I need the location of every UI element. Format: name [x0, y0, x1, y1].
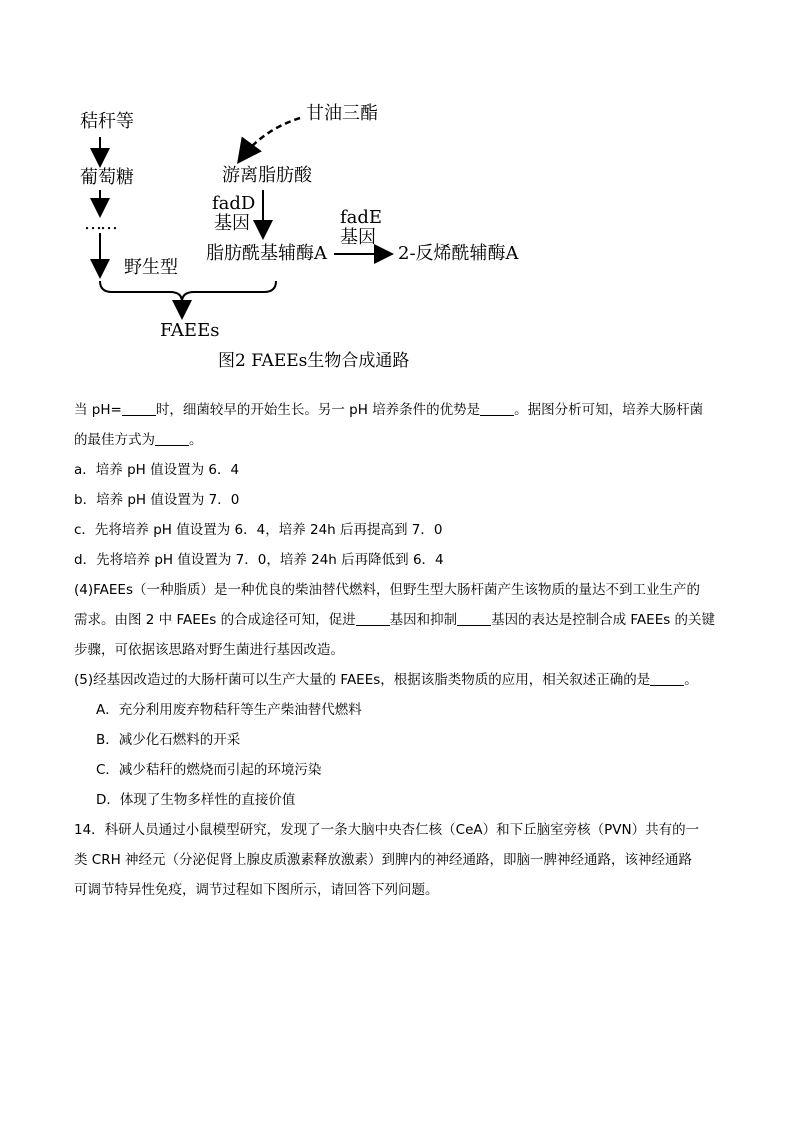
answer-blank: [457, 611, 491, 626]
option-b: b．培养 pH 值设置为 7．0: [74, 492, 240, 508]
part5-option-c: C．减少秸秆的燃烧而引起的环境污染: [96, 762, 322, 778]
arrow-triglyceride-ffa: [240, 118, 300, 160]
q14-line-3: 可调节特异性免疫，调节过程如下图所示，请回答下列问题。: [74, 882, 439, 898]
q14-line-2: 类 CRH 神经元（分泌促肾上腺皮质激素释放激素）到脾内的神经通路，即脑一脾神经通路，该神经通路: [74, 852, 693, 868]
part5-line-1: (5)经基因改造过的大肠杆菌可以生产大量的 FAEEs，根据该脂类物质的应用，相关叙述正确的是 。: [74, 672, 698, 688]
label-fadD: fadD: [212, 193, 256, 214]
node-triglyceride: 甘油三酯: [306, 103, 378, 124]
answer-blank: [650, 671, 684, 686]
answer-blank: [155, 431, 189, 446]
part4-line-2: 需求。由图 2 中 FAEEs 的合成途径可知，促进 基因和抑制 基因的表达是控制合成 FAEEs 的关键: [74, 612, 716, 628]
label-fadD-gene: 基因: [214, 213, 250, 234]
node-acyl-coa: 脂肪酰基辅酶A: [206, 243, 327, 264]
node-glucose: 葡萄糖: [80, 167, 134, 188]
answer-blank: [122, 401, 156, 416]
option-d: d．先将培养 pH 值设置为 7．0，培养 24h 后再降低到 6．4: [74, 552, 444, 568]
label-fadE-gene: 基因: [340, 227, 376, 248]
option-a: a．培养 pH 值设置为 6．4: [74, 462, 240, 478]
part5-option-a: A．充分利用废弃物秸秆等生产柴油替代燃料: [96, 702, 362, 718]
node-straw: 秸秆等: [80, 111, 134, 132]
part4-line-3: 步骤，可依据该思路对野生菌进行基因改造。: [74, 642, 344, 658]
answer-blank: [356, 611, 390, 626]
node-free-fatty-acid: 游离脂肪酸: [222, 165, 312, 186]
node-dots: ……: [84, 213, 116, 234]
figure-caption: 图2 FAEEs生物合成通路: [218, 351, 410, 371]
wildtype-brace: [100, 281, 276, 302]
q13-line-2: 的最佳方式为 。: [74, 432, 203, 448]
answer-blank: [480, 401, 514, 416]
node-wild-type: 野生型: [124, 257, 178, 278]
node-faees: FAEEs: [160, 320, 220, 341]
q13-line-1: 当 pH= 时，细菌较早的开始生长。另一 pH 培养条件的优势是 。据图分析可知，培养大肠杆菌: [74, 402, 704, 418]
part5-option-b: B．减少化石燃料的开采: [96, 732, 241, 748]
part4-line-1: (4)FAEEs（一种脂质）是一种优良的柴油替代燃料，但野生型大肠杆菌产生该物质的量达不到工业生产的: [74, 582, 700, 598]
node-enoyl-coa: 2-反烯酰辅酶A: [398, 243, 519, 264]
part5-option-d: D．体现了生物多样性的直接价值: [96, 792, 296, 808]
label-fadE: fadE: [340, 207, 383, 228]
figure-2-pathway: [0, 0, 800, 380]
q14-line-1: 14．科研人员通过小鼠模型研究，发现了一条大脑中央杏仁核（CeA）和下丘脑室旁核（PVN）共有的一: [74, 822, 700, 838]
option-c: c．先将培养 pH 值设置为 6．4，培养 24h 后再提高到 7．0: [74, 522, 443, 538]
question-body: [74, 395, 734, 905]
pathway-arrows: [0, 0, 800, 380]
